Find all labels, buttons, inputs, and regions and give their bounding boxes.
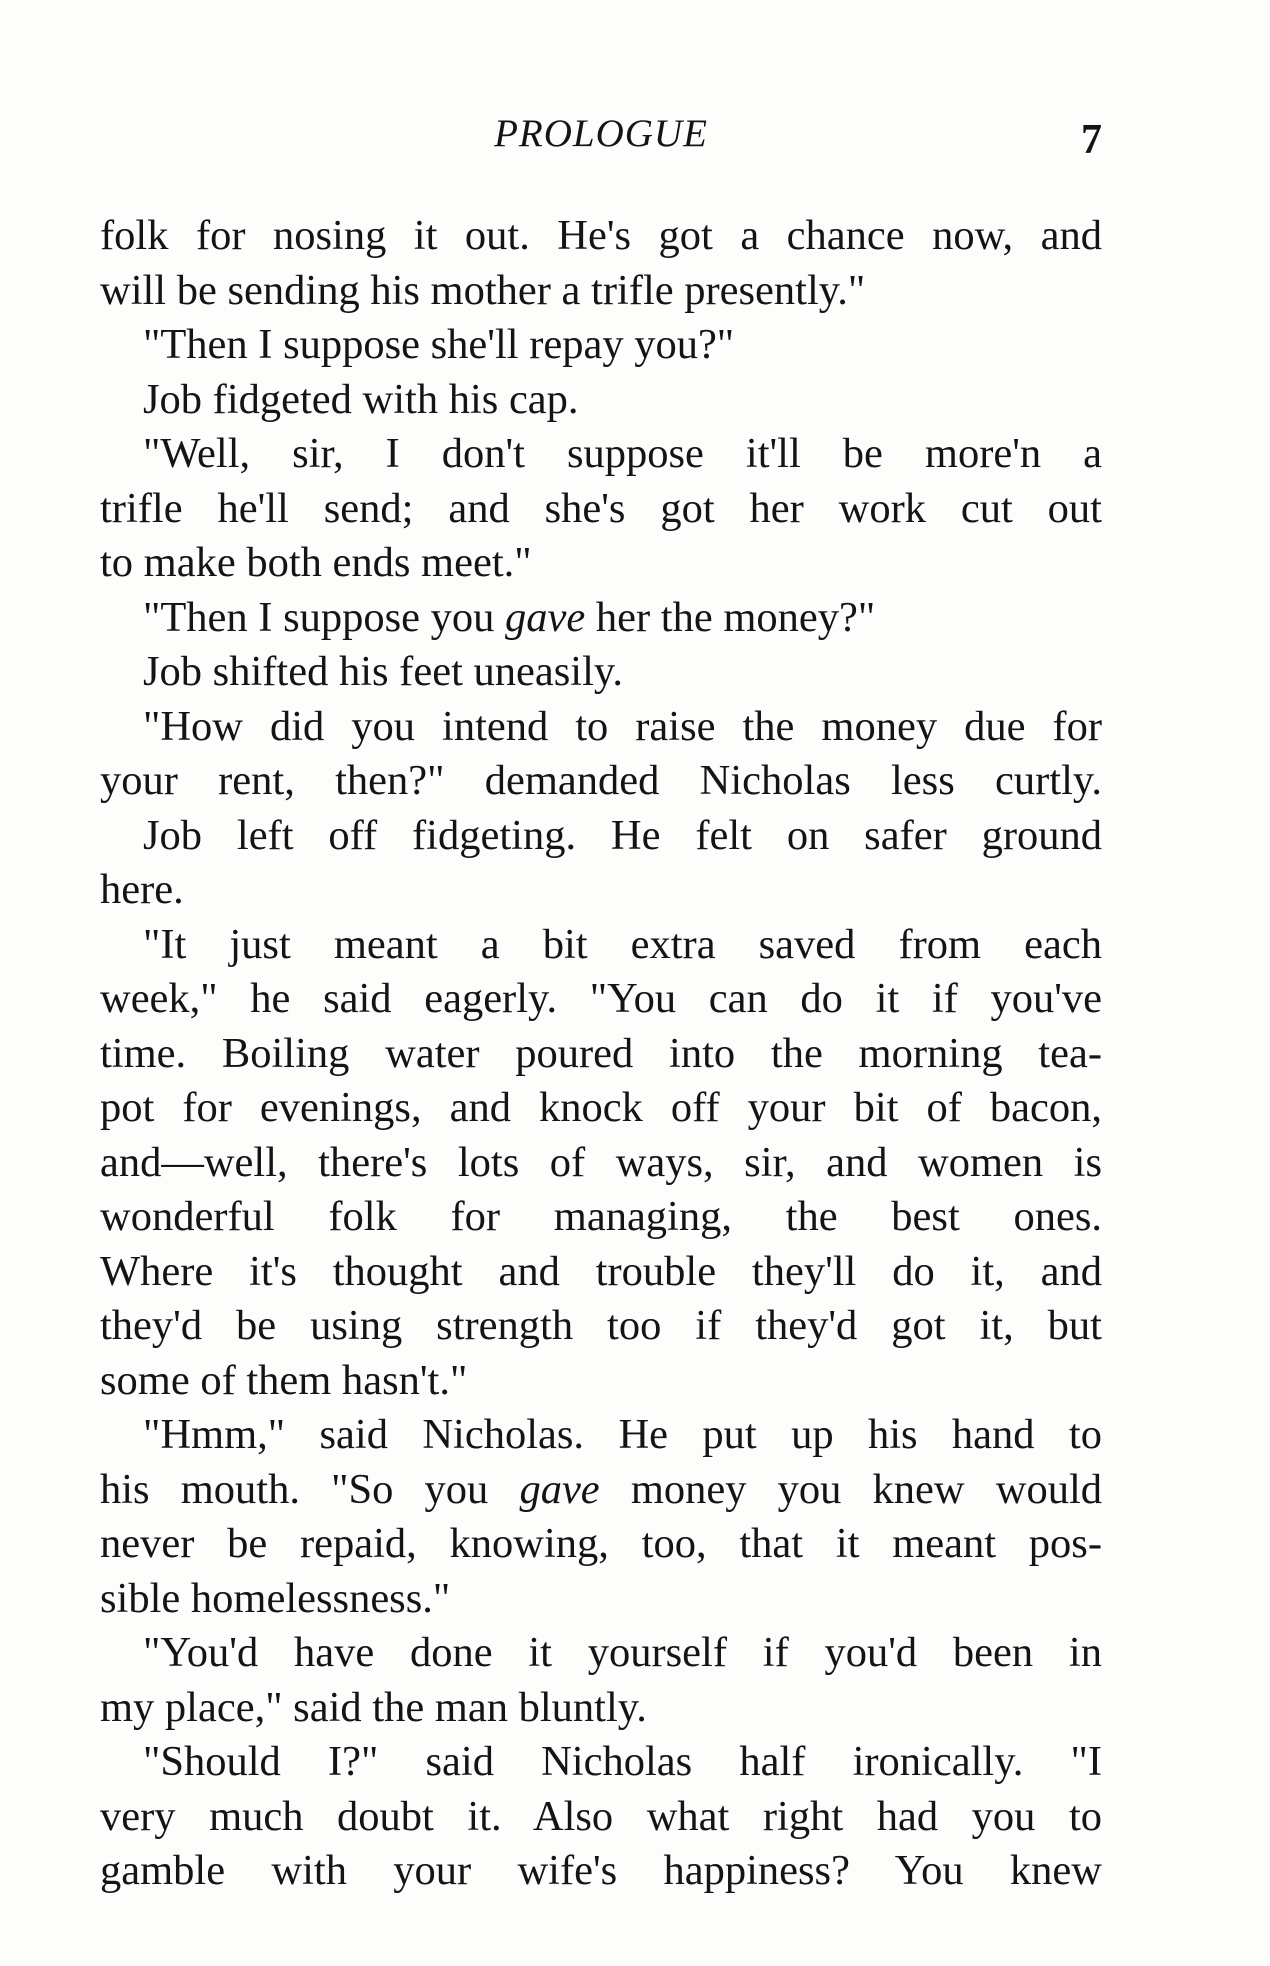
text-line: will be sending his mother a trifle presently."	[100, 266, 866, 314]
emphasis: gave	[519, 1465, 600, 1513]
text-line: your rent, then?" demanded Nicholas less curtly.	[100, 757, 1102, 804]
emphasis: gave	[505, 593, 586, 641]
text-line: week," he said eagerly. "You can do it if you've	[100, 975, 1102, 1022]
text-line: very much doubt it. Also what right had you to	[100, 1792, 1102, 1840]
text-line: wonderful folk for managing, the best ones.	[100, 1193, 1102, 1240]
text-line: "Well, sir, I don't suppose it'll be more'n a	[143, 430, 1102, 477]
text-line: to make both ends meet."	[100, 539, 532, 586]
text-line: "You'd have done it yourself if you'd been in	[143, 1629, 1102, 1676]
text-line	[100, 1463, 1102, 1518]
text-line: sible homelessness."	[100, 1574, 451, 1622]
text-line: "It just meant a bit extra saved from each	[143, 920, 1102, 968]
text-line: "How did you intend to raise the money due for	[143, 702, 1102, 750]
text-line: "Hmm," said Nicholas. He put up his hand to	[143, 1411, 1102, 1458]
text-line: pot for evenings, and knock off your bit of bacon,	[100, 1084, 1102, 1131]
text-line: they'd be using strength too if they'd got it, but	[100, 1302, 1102, 1349]
text-line: Where it's thought and trouble they'll do it, and	[100, 1247, 1102, 1295]
text-line: gamble with your wife's happiness? You knew	[100, 1847, 1102, 1894]
text-run: his mouth. "So you	[100, 1465, 520, 1513]
page-header	[100, 104, 1102, 164]
text-line: time. Boiling water poured into the morning tea-	[100, 1029, 1102, 1077]
text-line: "Should I?" said Nicholas half ironically. "I	[143, 1738, 1102, 1785]
text-line: and—well, there's lots of ways, sir, and women is	[100, 1138, 1102, 1186]
text-line: "Then I suppose she'll repay you?"	[143, 321, 735, 368]
running-head: PROLOGUE	[494, 112, 708, 155]
page-number: 7	[1081, 117, 1102, 163]
text-line: Job left off fidgeting. He felt on safer ground	[143, 811, 1102, 859]
text-line: trifle he'll send; and she's got her work cut out	[100, 484, 1102, 532]
text-line	[100, 591, 1102, 646]
text-run: her the money?"	[585, 593, 876, 641]
text-line: Job shifted his feet uneasily.	[143, 648, 623, 695]
text-line: some of them hasn't."	[100, 1356, 468, 1404]
text-line: Job fidgeted with his cap.	[143, 375, 579, 423]
text-line: here.	[100, 866, 184, 913]
body-text	[100, 209, 1102, 1899]
text-line: my place," said the man bluntly.	[100, 1683, 647, 1731]
text-run: money you knew would	[599, 1465, 1103, 1513]
text-run: "Then I suppose you	[143, 593, 506, 641]
text-line: folk for nosing it out. He's got a chance now, and	[100, 212, 1102, 259]
text-line: never be repaid, knowing, too, that it meant pos-	[100, 1520, 1102, 1567]
